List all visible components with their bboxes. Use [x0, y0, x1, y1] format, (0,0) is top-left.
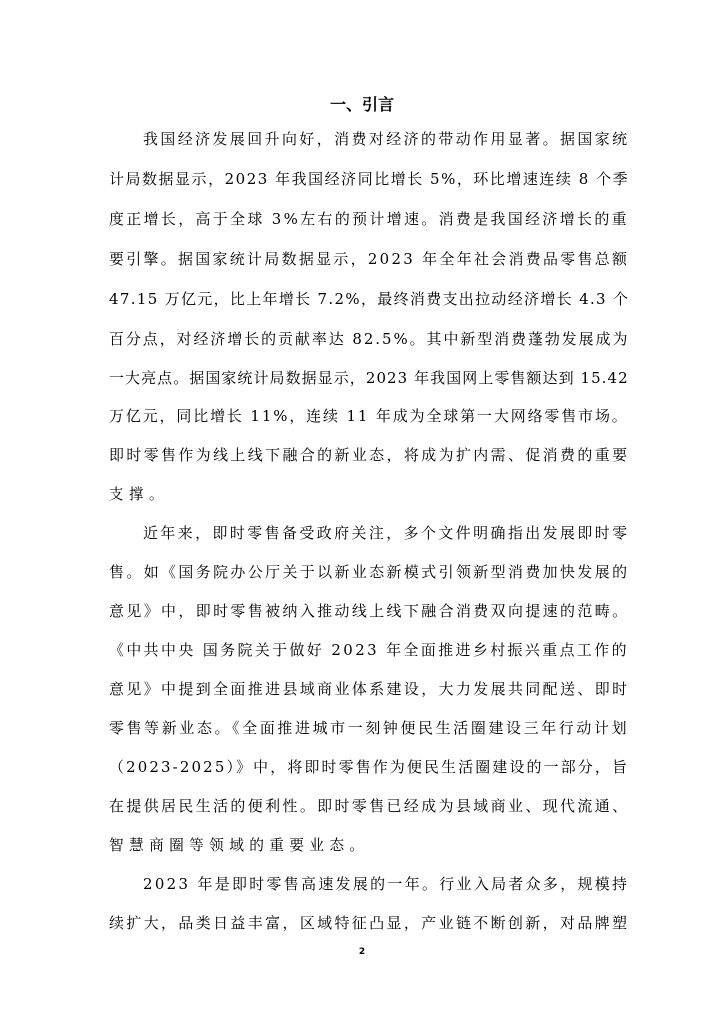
paragraph-line: 意见》中提到全面推进县域商业体系建设，大力发展共同配送、即时	[109, 680, 630, 698]
paragraph-line: 2023 年是即时零售高速发展的一年。行业入局者众多，规模持	[143, 875, 630, 893]
paragraph-line: 支撑。	[109, 485, 170, 503]
paragraph-line: 要引擎。据国家统计局数据显示，2023 年全年社会消费品零售总额	[109, 250, 630, 268]
section-heading: 一、引言	[329, 95, 394, 114]
paragraph-line: 续扩大，品类日益丰富，区域特征凸显，产业链不断创新，对品牌塑	[109, 914, 630, 932]
paragraph-line: 即时零售作为线上线下融合的新业态，将成为扩内需、促消费的重要	[109, 446, 630, 464]
paragraph-line: 47.15 万亿元，比上年增长 7.2%，最终消费支出拉动经济增长 4.3 个	[109, 290, 630, 308]
paragraph-line: 万亿元，同比增长 11%，连续 11 年成为全球第一大网络零售市场。	[109, 407, 629, 425]
paragraph-line: 百分点，对经济增长的贡献率达 82.5%。其中新型消费蓬勃发展成为	[109, 330, 630, 348]
paragraph-line: 计局数据显示，2023 年我国经济同比增长 5%，环比增速连续 8 个季	[109, 170, 630, 188]
paragraph-line: 智慧商圈等领域的重要业态。	[109, 836, 370, 854]
paragraph-line: 零售等新业态。《全面推进城市一刻钟便民生活圈建设三年行动计划	[109, 719, 630, 737]
paragraph-line: 《中共中央 国务院关于做好 2023 年全面推进乡村振兴重点工作的	[109, 641, 629, 659]
paragraph-line: 一大亮点。据国家统计局数据显示，2023 年我国网上零售额达到 15.42	[109, 369, 629, 387]
paragraph-line: 度正增长，高于全球 3%左右的预计增速。消费是我国经济增长的重	[109, 210, 629, 228]
page-number: 2	[358, 947, 366, 957]
paragraph-line: 我国经济发展回升向好，消费对经济的带动作用显著。据国家统	[143, 130, 630, 148]
paragraph-line: （2023-2025）》中，将即时零售作为便民生活圈建设的一部分，旨	[109, 758, 630, 776]
paragraph-line: 在提供居民生活的便利性。即时零售已经成为县域商业、现代流通、	[109, 797, 630, 815]
paragraph-line: 意见》中，即时零售被纳入推动线上线下融合消费双向提速的范畴。	[109, 602, 630, 620]
paragraph-line: 近年来，即时零售备受政府关注，多个文件明确指出发展即时零	[143, 524, 630, 542]
paragraph-line: 售。如《国务院办公厅关于以新业态新模式引领新型消费加快发展的	[109, 563, 630, 581]
